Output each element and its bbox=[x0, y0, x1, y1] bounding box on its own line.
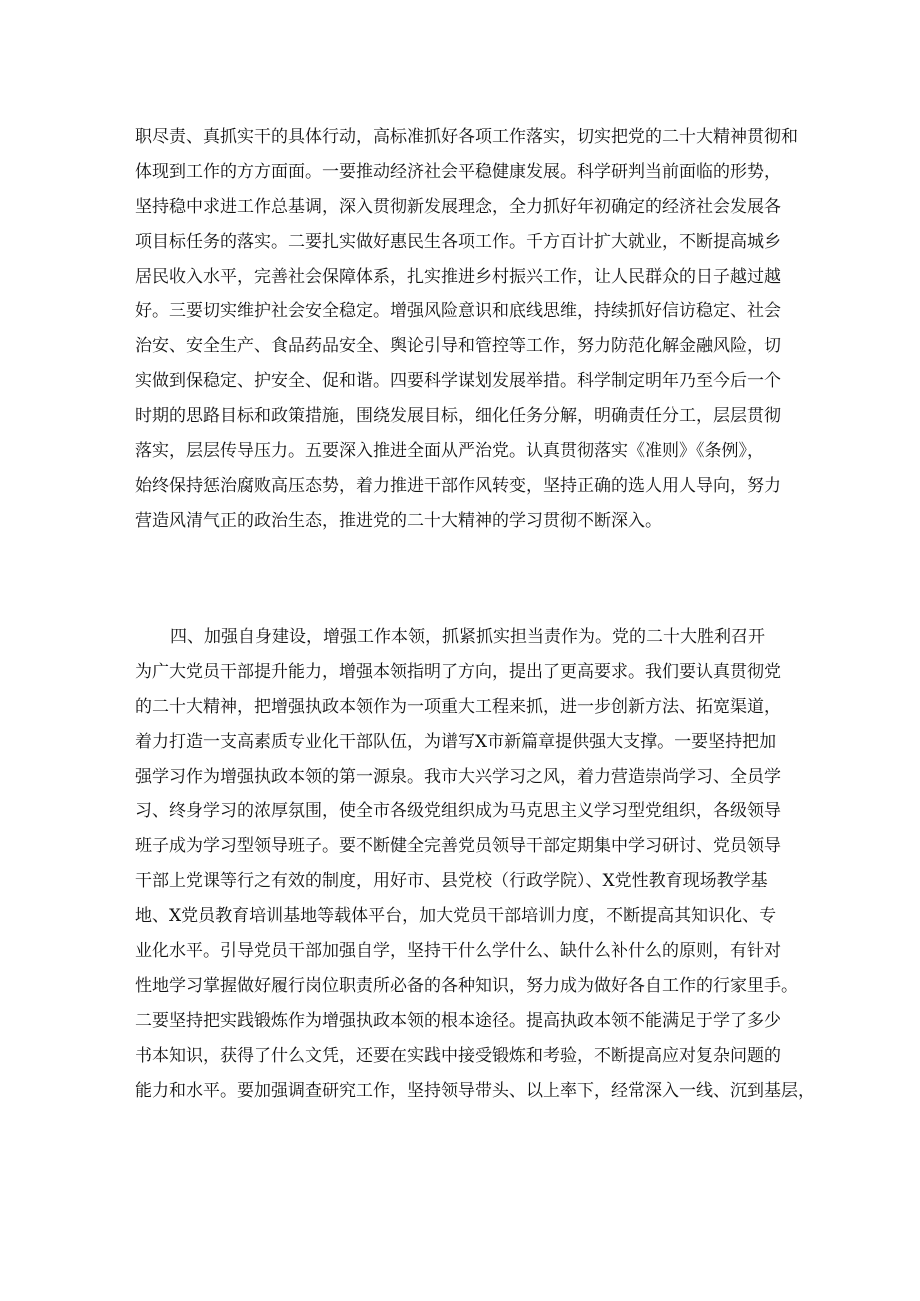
text-line: 班子成为学习型领导班子。要不断健全完善党员领导干部定期集中学习研讨、党员领导 bbox=[135, 836, 781, 857]
text-line: 为广大党员干部提升能力，增强本领指明了方向，提出了更高要求。我们要认真贯彻党 bbox=[135, 661, 781, 682]
text-line: 干部上党课等行之有效的制度，用好市、县党校（行政学院）、X党性教育现场教学基 bbox=[135, 871, 768, 892]
text-line: 好。三要切实维护社会安全稳定。增强风险意识和底线思维，持续抓好信访稳定、社会 bbox=[135, 301, 781, 322]
text-line: 书本知识，获得了什么文凭，还要在实践中接受锻炼和考验，不断提高应对复杂问题的 bbox=[135, 1045, 781, 1066]
text-line: 实做到保稳定、护安全、促和谐。四要科学谋划发展举措。科学制定明年乃至今后一个 bbox=[135, 371, 781, 392]
text-line-first: 四、加强自身建设，增强工作本领，抓紧抓实担当责作为。党的二十大胜利召开 bbox=[170, 627, 765, 647]
paragraph-self-construction bbox=[135, 620, 815, 1108]
text-line: 地、X党员教育培训基地等载体平台，加大党员干部培训力度，不断提高其知识化、专 bbox=[135, 906, 777, 927]
text-line: 业化水平。引导党员干部加强自学，坚持干什么学什么、缺什么补什么的原则，有针对 bbox=[135, 941, 781, 962]
text-line: 坚持稳中求进工作总基调，深入贯彻新发展理念，全力抓好年初确定的经济社会发展各 bbox=[135, 196, 781, 217]
text-line: 落实，层层传导压力。五要深入推进全面从严治党。认真贯彻落实《准则》《条例》， bbox=[135, 441, 764, 462]
text-line: 强学习作为增强执政本领的第一源泉。我市大兴学习之风，着力营造崇尚学习、全员学 bbox=[135, 766, 781, 787]
text-line: 职尽责、真抓实干的具体行动，高标准抓好各项工作落实，切实把党的二十大精神贯彻和 bbox=[135, 127, 798, 147]
text-line: 时期的思路目标和政策措施，围绕发展目标，细化任务分解，明确责任分工，层层贯彻 bbox=[135, 406, 781, 427]
text-line: 习、终身学习的浓厚氛围，使全市各级党组织成为马克思主义学习型党组织，各级领导 bbox=[135, 801, 781, 822]
text-line: 始终保持惩治腐败高压态势，着力推进干部作风转变，坚持正确的选人用人导向，努力 bbox=[135, 475, 781, 496]
text-line: 居民收入水平，完善社会保障体系，扎实推进乡村振兴工作，让人民群众的日子越过越 bbox=[135, 266, 781, 287]
text-line: 着力打造一支高素质专业化干部队伍，为谱写X市新篇章提供强大支撑。一要坚持把加 bbox=[135, 731, 777, 752]
text-line: 项目标任务的落实。二要扎实做好惠民生各项工作。千方百计扩大就业，不断提高城乡 bbox=[135, 231, 781, 252]
paragraph-work-implementation bbox=[135, 120, 798, 539]
text-line: 能力和水平。要加强调查研究工作，坚持领导带头、以上率下，经常深入一线、沉到基层， bbox=[135, 1080, 815, 1101]
text-line: 的二十大精神，把增强执政本领作为一项重大工程来抓，进一步创新方法、拓宽渠道， bbox=[135, 696, 781, 717]
text-line: 治安、安全生产、食品药品安全、舆论引导和管控等工作，努力防范化解金融风险，切 bbox=[135, 336, 781, 357]
text-line: 营造风清气正的政治生态，推进党的二十大精神的学习贯彻不断深入。 bbox=[135, 510, 662, 531]
text-line: 性地学习掌握做好履行岗位职责所必备的各种知识，努力成为做好各自工作的行家里手。 bbox=[135, 975, 798, 996]
text-line: 体现到工作的方方面面。一要推动经济社会平稳健康发展。科学研判当前面临的形势， bbox=[135, 161, 781, 182]
text-line: 二要坚持把实践锻炼作为增强执政本领的根本途径。提高执政本领不能满足于学了多少 bbox=[135, 1010, 781, 1031]
